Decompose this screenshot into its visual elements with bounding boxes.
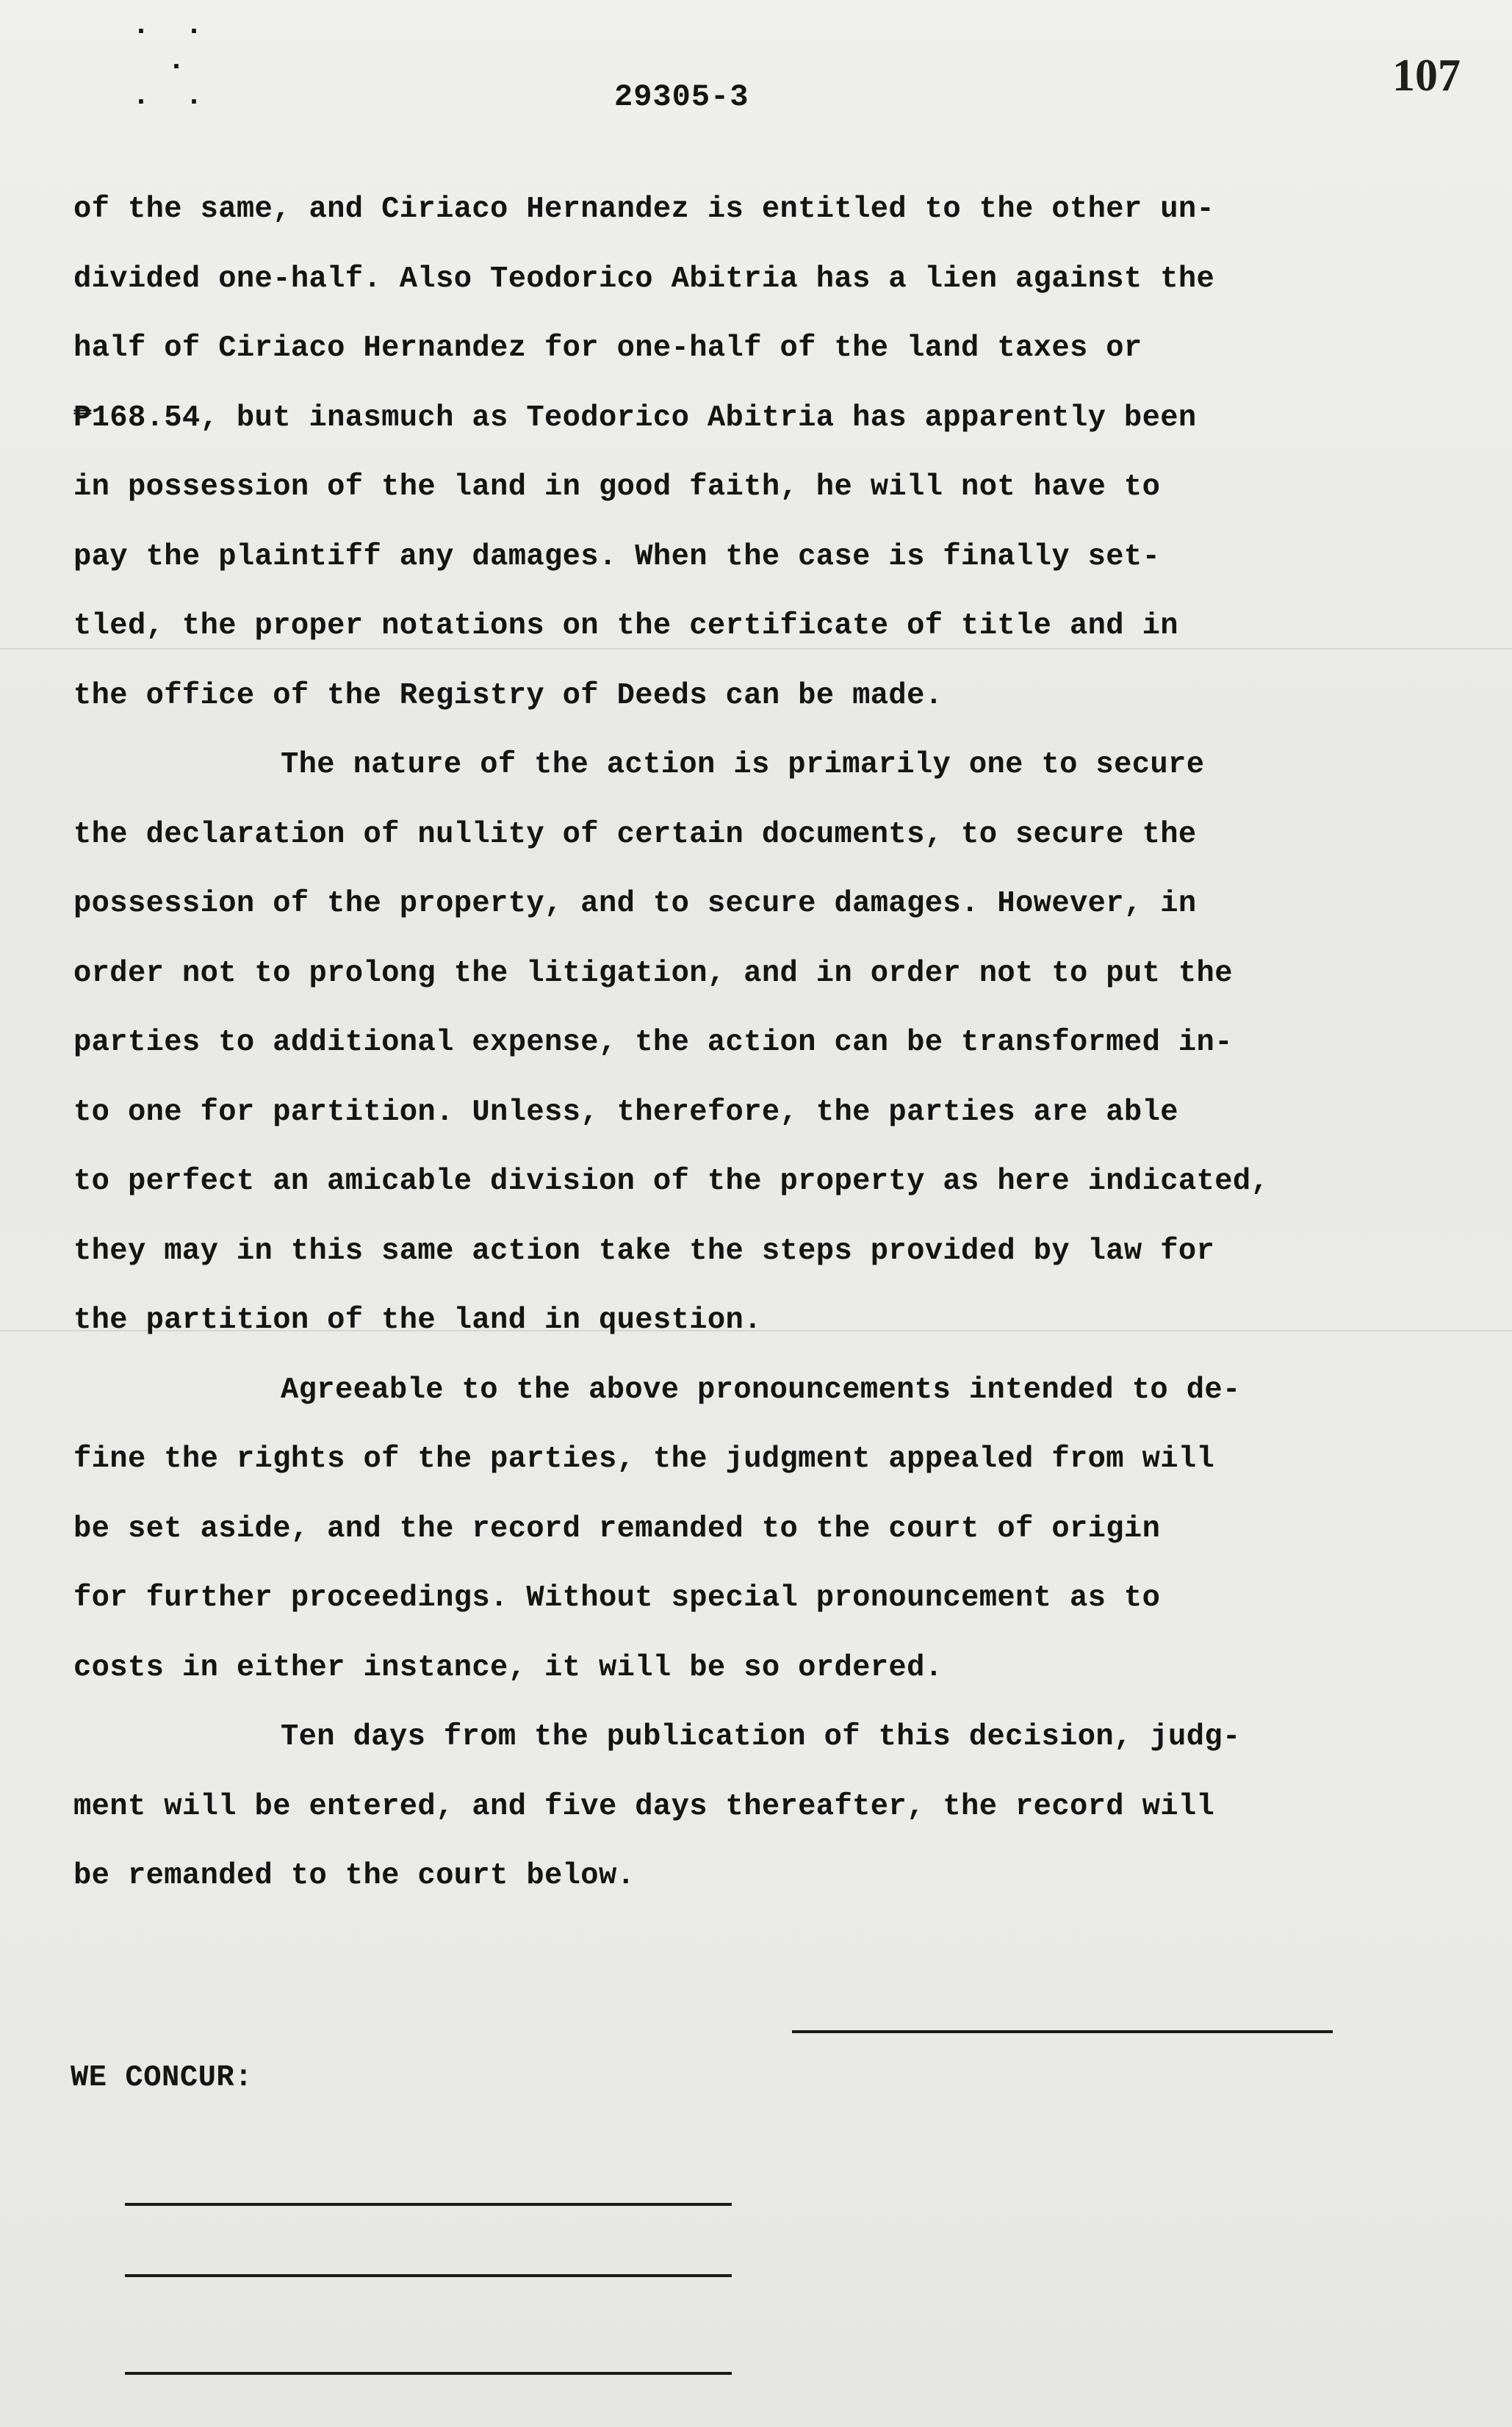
concurring-signature-line	[125, 2372, 732, 2375]
paragraph-start-line: Agreeable to the above pronouncements intended to de-	[281, 1373, 1241, 1407]
text-line: the office of the Registry of Deeds can be made.	[73, 678, 943, 713]
text-line: order not to prolong the litigation, and in order not to put the	[73, 956, 1233, 990]
text-line: of the same, and Ciriaco Hernandez is entitled to the other un-	[73, 193, 1215, 226]
decision-body	[73, 175, 1469, 1911]
text-line: they may in this same action take the steps provided by law for	[73, 1234, 1215, 1268]
concurring-signature-line	[125, 2203, 732, 2206]
text-line: be remanded to the court below.	[73, 1859, 636, 1893]
text-line: pay the plaintiff any damages. When the case is finally set-	[73, 539, 1161, 574]
text-line: parties to additional expense, the action can be transformed in-	[73, 1026, 1233, 1060]
page-number: 107	[1392, 51, 1461, 101]
text-line: be set aside, and the record remanded to the court of origin	[73, 1511, 1161, 1546]
text-line: divided one-half. Also Teodorico Abitria has a lien against the	[73, 262, 1215, 296]
text-line: ment will be entered, and five days thereafter, the record will	[73, 1789, 1215, 1824]
paragraph-start-line: Ten days from the publication of this decision, judg-	[281, 1720, 1241, 1754]
text-line: the partition of the land in question.	[73, 1304, 762, 1337]
concur-label: WE CONCUR:	[71, 2061, 253, 2095]
concurring-signature-line	[125, 2274, 732, 2277]
text-line: fine the rights of the parties, the judgment appealed from will	[73, 1442, 1215, 1476]
text-line: in possession of the land in good faith, he will not have to	[73, 470, 1161, 504]
text-line: tled, the proper notations on the certificate of title and in	[73, 609, 1178, 643]
text-line: ₱168.54, but inasmuch as Teodorico Abitria has apparently been	[73, 400, 1197, 435]
text-line: to one for partition. Unless, therefore, the parties are able	[73, 1095, 1178, 1129]
document-number: 29305-3	[614, 79, 749, 115]
text-line: for further proceedings. Without special pronouncement as to	[73, 1581, 1161, 1615]
paper-specks: · · · · ·	[132, 15, 204, 119]
text-line: half of Ciriaco Hernandez for one-half of the land taxes or	[73, 331, 1142, 365]
author-signature-line	[792, 2030, 1333, 2033]
paragraph-start-line: The nature of the action is primarily one to secure	[281, 748, 1205, 782]
text-line: costs in either instance, it will be so ordered.	[73, 1650, 943, 1685]
text-line: to perfect an amicable division of the property as here indicated,	[73, 1165, 1270, 1198]
text-line: possession of the property, and to secure damages. However, in	[73, 887, 1197, 921]
text-line: the declaration of nullity of certain documents, to secure the	[73, 817, 1197, 852]
